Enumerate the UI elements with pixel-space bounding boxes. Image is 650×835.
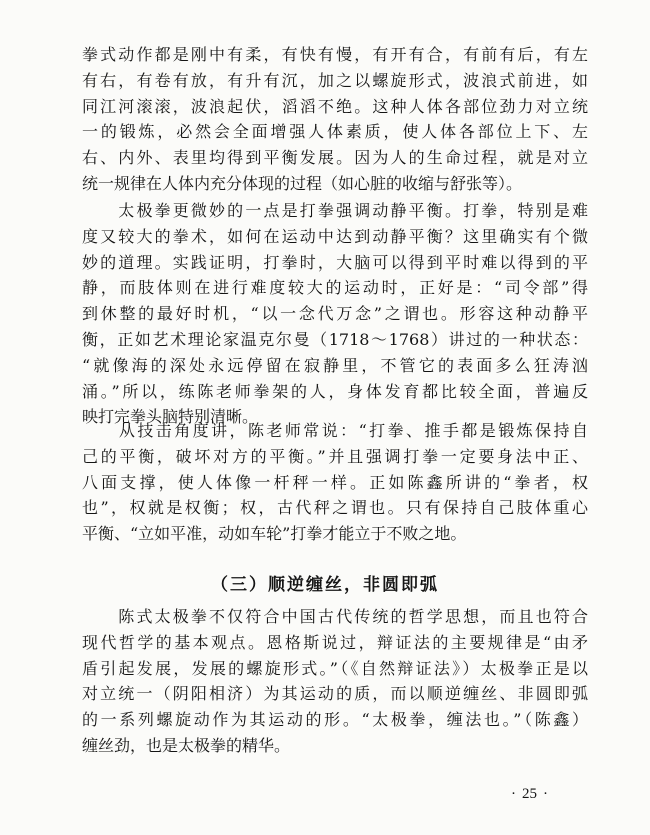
page-number	[505, 786, 554, 803]
bullet-dot: ·	[511, 786, 516, 802]
text-line: 统一规律在人体内充分体现的过程（如心脏的收缩与舒张等）。	[82, 173, 523, 193]
paragraph-4	[82, 604, 588, 759]
paragraph-1	[82, 42, 588, 197]
page-number-value: 25	[522, 786, 537, 802]
text-line: 缠丝劲，也是太极拳的精华。	[82, 735, 291, 755]
text-line: 八面支撑，使人体像一杆秤一样。正如陈鑫所讲的“拳者，权	[82, 472, 588, 492]
text-line: 从技击角度讲，陈老师常说：“打拳、推手都是锻炼保持自	[82, 421, 588, 440]
text-line: “就像海的深处永远停留在寂静里，不管它的表面多么狂涛汹	[82, 355, 588, 375]
text-line: 的一系列螺旋动作为其运动的形。“太极拳，缠法也。”（陈鑫）	[82, 710, 588, 730]
text-line: 静，而肢体则在进行难度较大的运动时，正好是：“司令部”得	[82, 278, 588, 298]
text-line: 衡，正如艺术理论家温克尔曼（1718～1768）讲过的一种状态：	[82, 329, 588, 349]
text-line: 己的平衡，破坏对方的平衡。”并且强调打拳一定要身法中正、	[82, 446, 588, 466]
text-line: 涌。”所以，练陈老师拳架的人，身体发育都比较全面，普遍反	[82, 381, 588, 401]
text-line: 拳式动作都是刚中有柔，有快有慢，有开有合，有前有后，有左	[82, 45, 588, 64]
text-line: 右、内外、表里均得到平衡发展。因为人的生命过程，就是对立	[82, 148, 588, 168]
text-line: 对立统一（阴阳相济）为其运动的质，而以顺逆缠丝、非圆即弧	[82, 684, 588, 704]
text-line: 同江河滚滚，波浪起伏，滔滔不绝。这种人体各部位劲力对立统	[82, 96, 588, 116]
paragraph-3	[82, 418, 588, 547]
text-line: 陈式太极拳不仅符合中国古代传统的哲学思想，而且也符合	[82, 607, 588, 626]
text-line: 一的锻炼，必然会全面增强人体素质，使人体各部位上下、左	[82, 122, 588, 142]
text-line: 有右，有卷有放，有升有沉，加之以螺旋形式，波浪式前进，如	[82, 70, 588, 90]
text-line: 妙的道理。实践证明，打拳时，大脑可以得到平时难以得到的平	[82, 252, 588, 272]
text-line: 映打完拳头脑特别清晰。	[82, 407, 259, 427]
text-line: 到休整的最好时机，“以一念代万念”之谓也。形容这种动静平	[82, 304, 588, 324]
text-line: 度又较大的拳术，如何在运动中达到动静平衡？这里确实有个微	[82, 226, 588, 246]
text-line: 太极拳更微妙的一点是打拳强调动静平衡。打拳，特别是难	[82, 201, 588, 220]
text-line: 盾引起发展，发展的螺旋形式。”（《自然辩证法》）太极拳正是以	[82, 658, 588, 678]
text-line: 平衡、“立如平准，动如车轮”打拳才能立于不败之地。	[82, 524, 467, 544]
text-line: 也”，权就是权衡；权，古代秤之谓也。只有保持自己肢体重心	[82, 498, 588, 518]
paragraph-2	[82, 198, 588, 430]
bullet-dot: ·	[543, 786, 548, 802]
text-line: 现代哲学的基本观点。恩格斯说过，辩证法的主要规律是“由矛	[82, 632, 588, 652]
section-heading: （三）顺逆缠丝，非圆即弧	[211, 575, 439, 595]
